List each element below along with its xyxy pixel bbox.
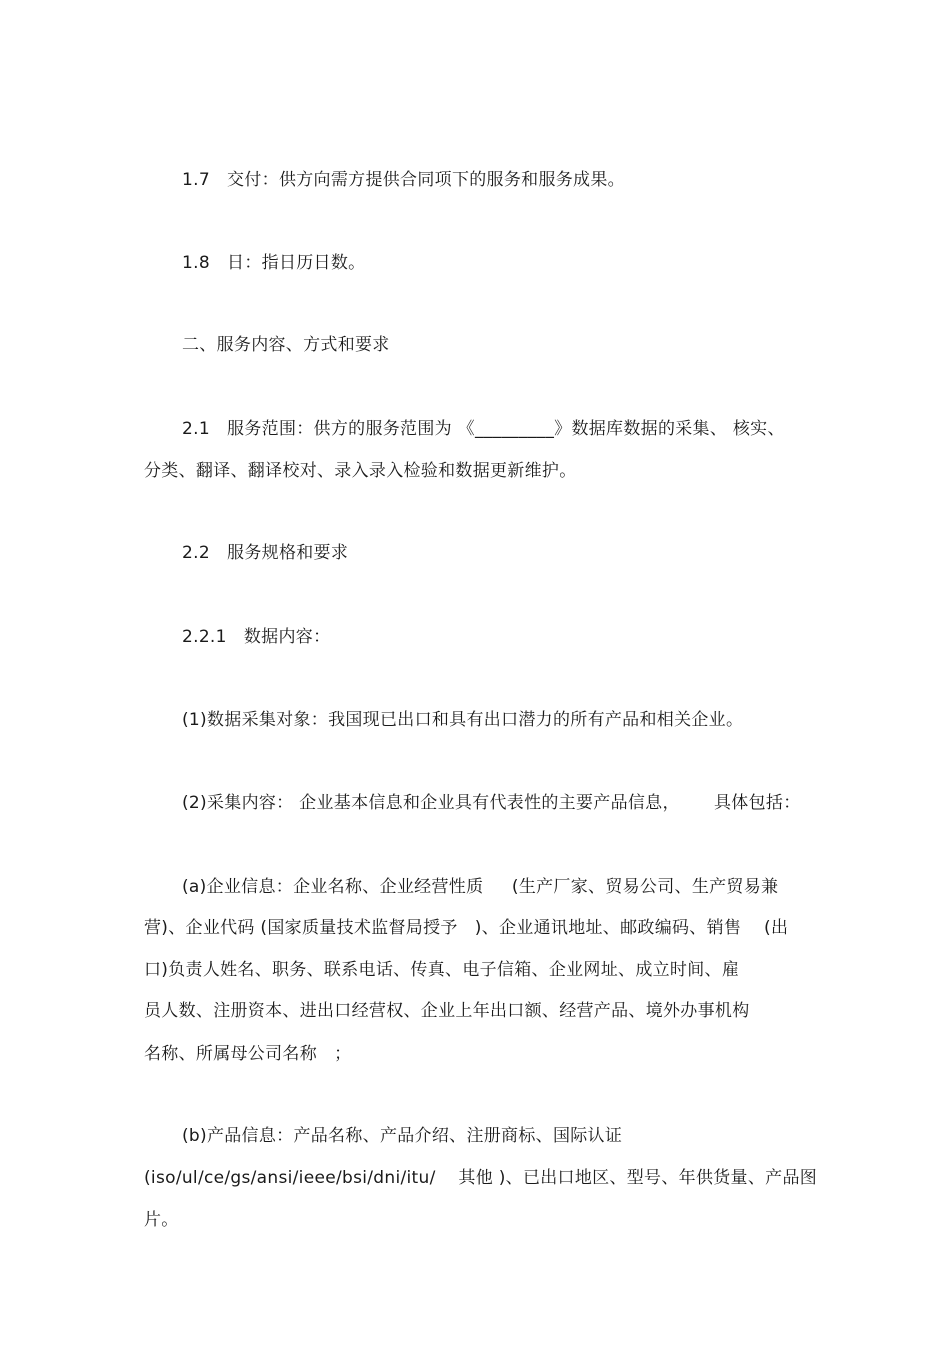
item-a-line-2: 营)、企业代码 (国家质量技术监督局授予 )、企业通讯地址、邮政编码、销售 (出 [144,918,789,938]
item-2: (2)采集内容： 企业基本信息和企业具有代表性的主要产品信息， 具体包括： [182,793,801,813]
clause-2-2: 2.2 服务规格和要求 [182,543,349,563]
item-b-line-1: (b)产品信息：产品名称、产品介绍、注册商标、国际认证 [182,1126,623,1146]
item-a-line-1: (a)企业信息：企业名称、企业经营性质 (生产厂家、贸易公司、生产贸易兼 [182,877,779,897]
section-2-heading: 二、服务内容、方式和要求 [182,335,390,355]
clause-2-1-line-2: 分类、翻译、翻译校对、录入录入检验和数据更新维护。 [144,461,577,481]
clause-1-8: 1.8 日：指日历日数。 [182,253,366,273]
clause-2-2-1: 2.2.1 数据内容： [182,627,331,647]
item-b-line-3: 片。 [144,1210,179,1230]
clause-1-7: 1.7 交付：供方向需方提供合同项下的服务和服务成果。 [182,170,625,190]
item-a-line-3: 口)负责人姓名、职务、联系电话、传真、电子信箱、企业网址、成立时间、雇 [144,960,740,980]
clause-2-1-line-1: 2.1 服务范围：供方的服务范围为 《_________》数据库数据的采集、 核实、 [182,419,785,439]
item-1: (1)数据采集对象：我国现已出口和具有出口潜力的所有产品和相关企业。 [182,710,744,730]
item-b-line-2: (iso/ul/ce/gs/ansi/ieee/bsi/dni/itu/ 其他 )、已出口地区、型号、年供货量、产品图 [144,1168,818,1188]
item-a-line-5: 名称、所属母公司名称 ； [144,1044,352,1064]
item-a-line-4: 员人数、注册资本、进出口经营权、企业上年出口额、经营产品、境外办事机构 [144,1001,750,1021]
